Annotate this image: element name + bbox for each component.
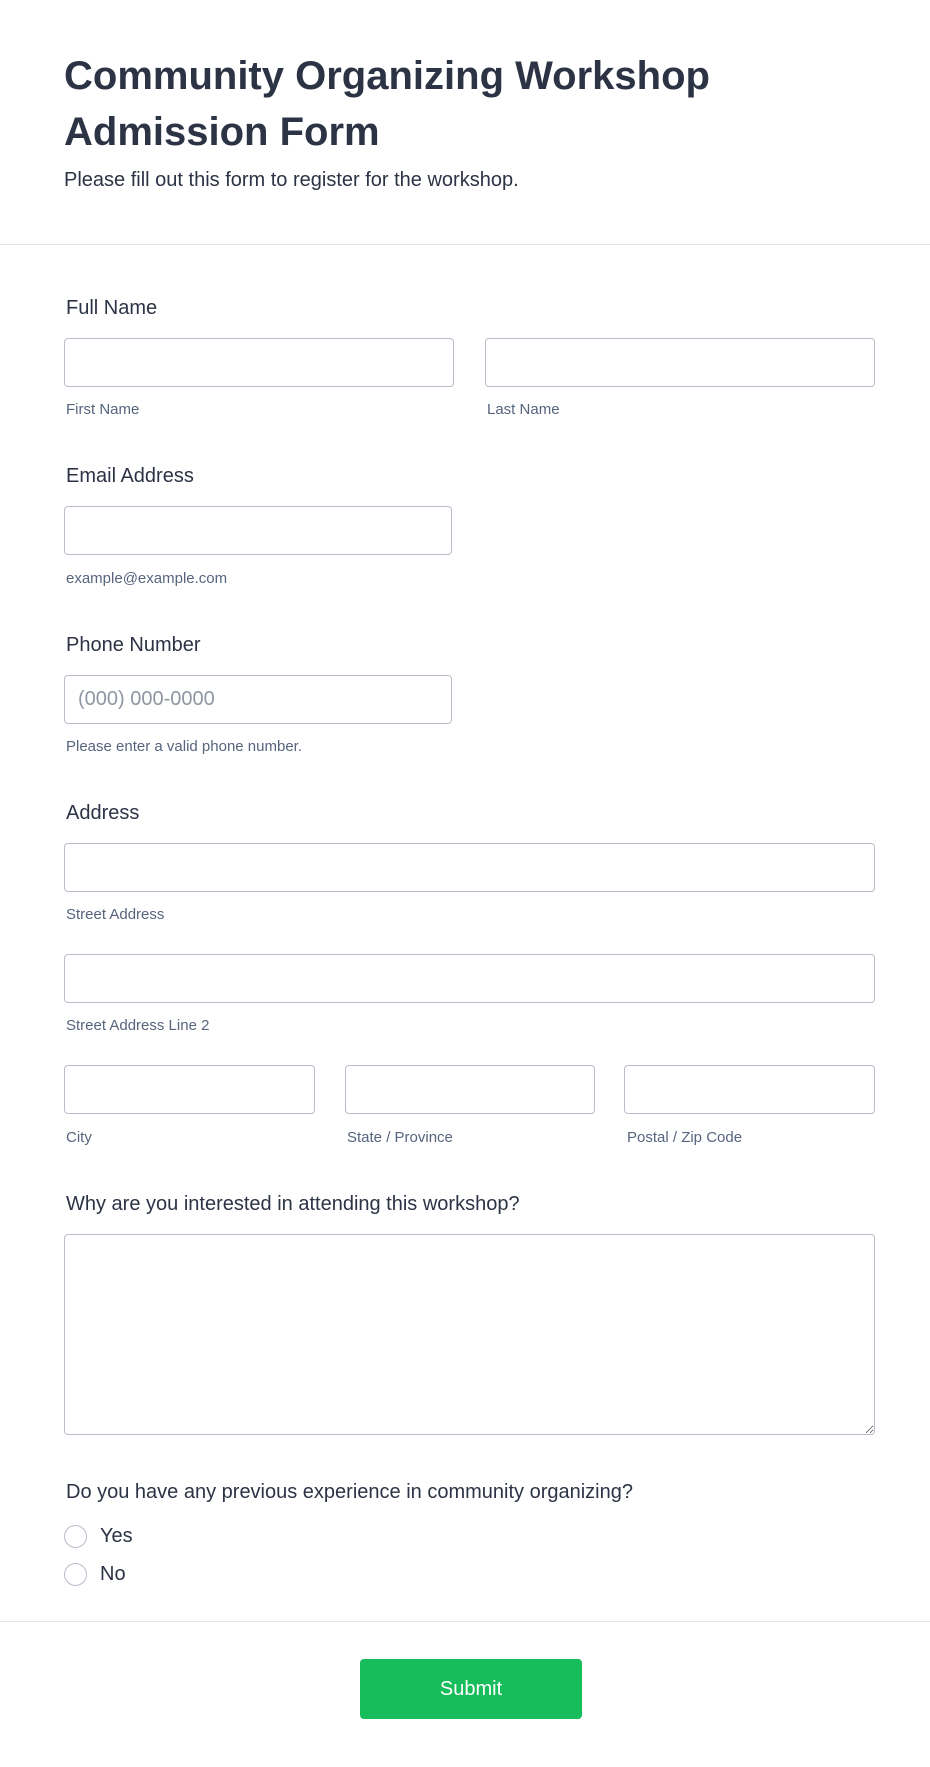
email-label: Email Address <box>66 465 194 487</box>
email-sublabel: example@example.com <box>66 570 228 587</box>
radio-yes-label: Yes <box>100 1524 133 1547</box>
street-address-line2-sublabel: Street Address Line 2 <box>66 1017 210 1034</box>
postal-zip-sublabel: Postal / Zip Code <box>627 1129 743 1146</box>
full-name-label: Full Name <box>66 297 158 319</box>
experience-option-no[interactable] <box>64 1561 126 1587</box>
city-sublabel: City <box>66 1129 92 1146</box>
form-subtitle: Please fill out this form to register for the workshop. <box>64 169 519 191</box>
street-address-line2-input[interactable] <box>64 954 875 1003</box>
address-label: Address <box>66 802 140 824</box>
phone-sublabel: Please enter a valid phone number. <box>66 738 302 755</box>
radio-no-label: No <box>100 1562 126 1585</box>
state-province-sublabel: State / Province <box>347 1129 453 1146</box>
interest-textarea[interactable] <box>64 1234 875 1435</box>
form-header <box>0 0 930 245</box>
last-name-input[interactable] <box>485 338 875 387</box>
form-title: Community Organizing Workshop Admission Form <box>64 54 710 154</box>
postal-zip-input[interactable] <box>624 1065 875 1114</box>
last-name-sublabel: Last Name <box>487 401 560 418</box>
experience-option-yes[interactable] <box>64 1523 133 1549</box>
city-input[interactable] <box>64 1065 315 1114</box>
radio-yes[interactable] <box>64 1525 87 1548</box>
email-field[interactable] <box>64 506 452 555</box>
first-name-input[interactable] <box>64 338 454 387</box>
state-province-input[interactable] <box>345 1065 595 1114</box>
street-address-input[interactable] <box>64 843 875 892</box>
submit-button[interactable]: Submit <box>360 1659 582 1719</box>
footer-divider <box>0 1621 930 1622</box>
experience-label: Do you have any previous experience in community organizing? <box>66 1481 633 1503</box>
street-address-sublabel: Street Address <box>66 906 165 923</box>
phone-input[interactable] <box>64 675 452 724</box>
interest-label: Why are you interested in attending this workshop? <box>66 1193 520 1215</box>
first-name-sublabel: First Name <box>66 401 140 418</box>
radio-no[interactable] <box>64 1563 87 1586</box>
phone-label: Phone Number <box>66 634 201 656</box>
